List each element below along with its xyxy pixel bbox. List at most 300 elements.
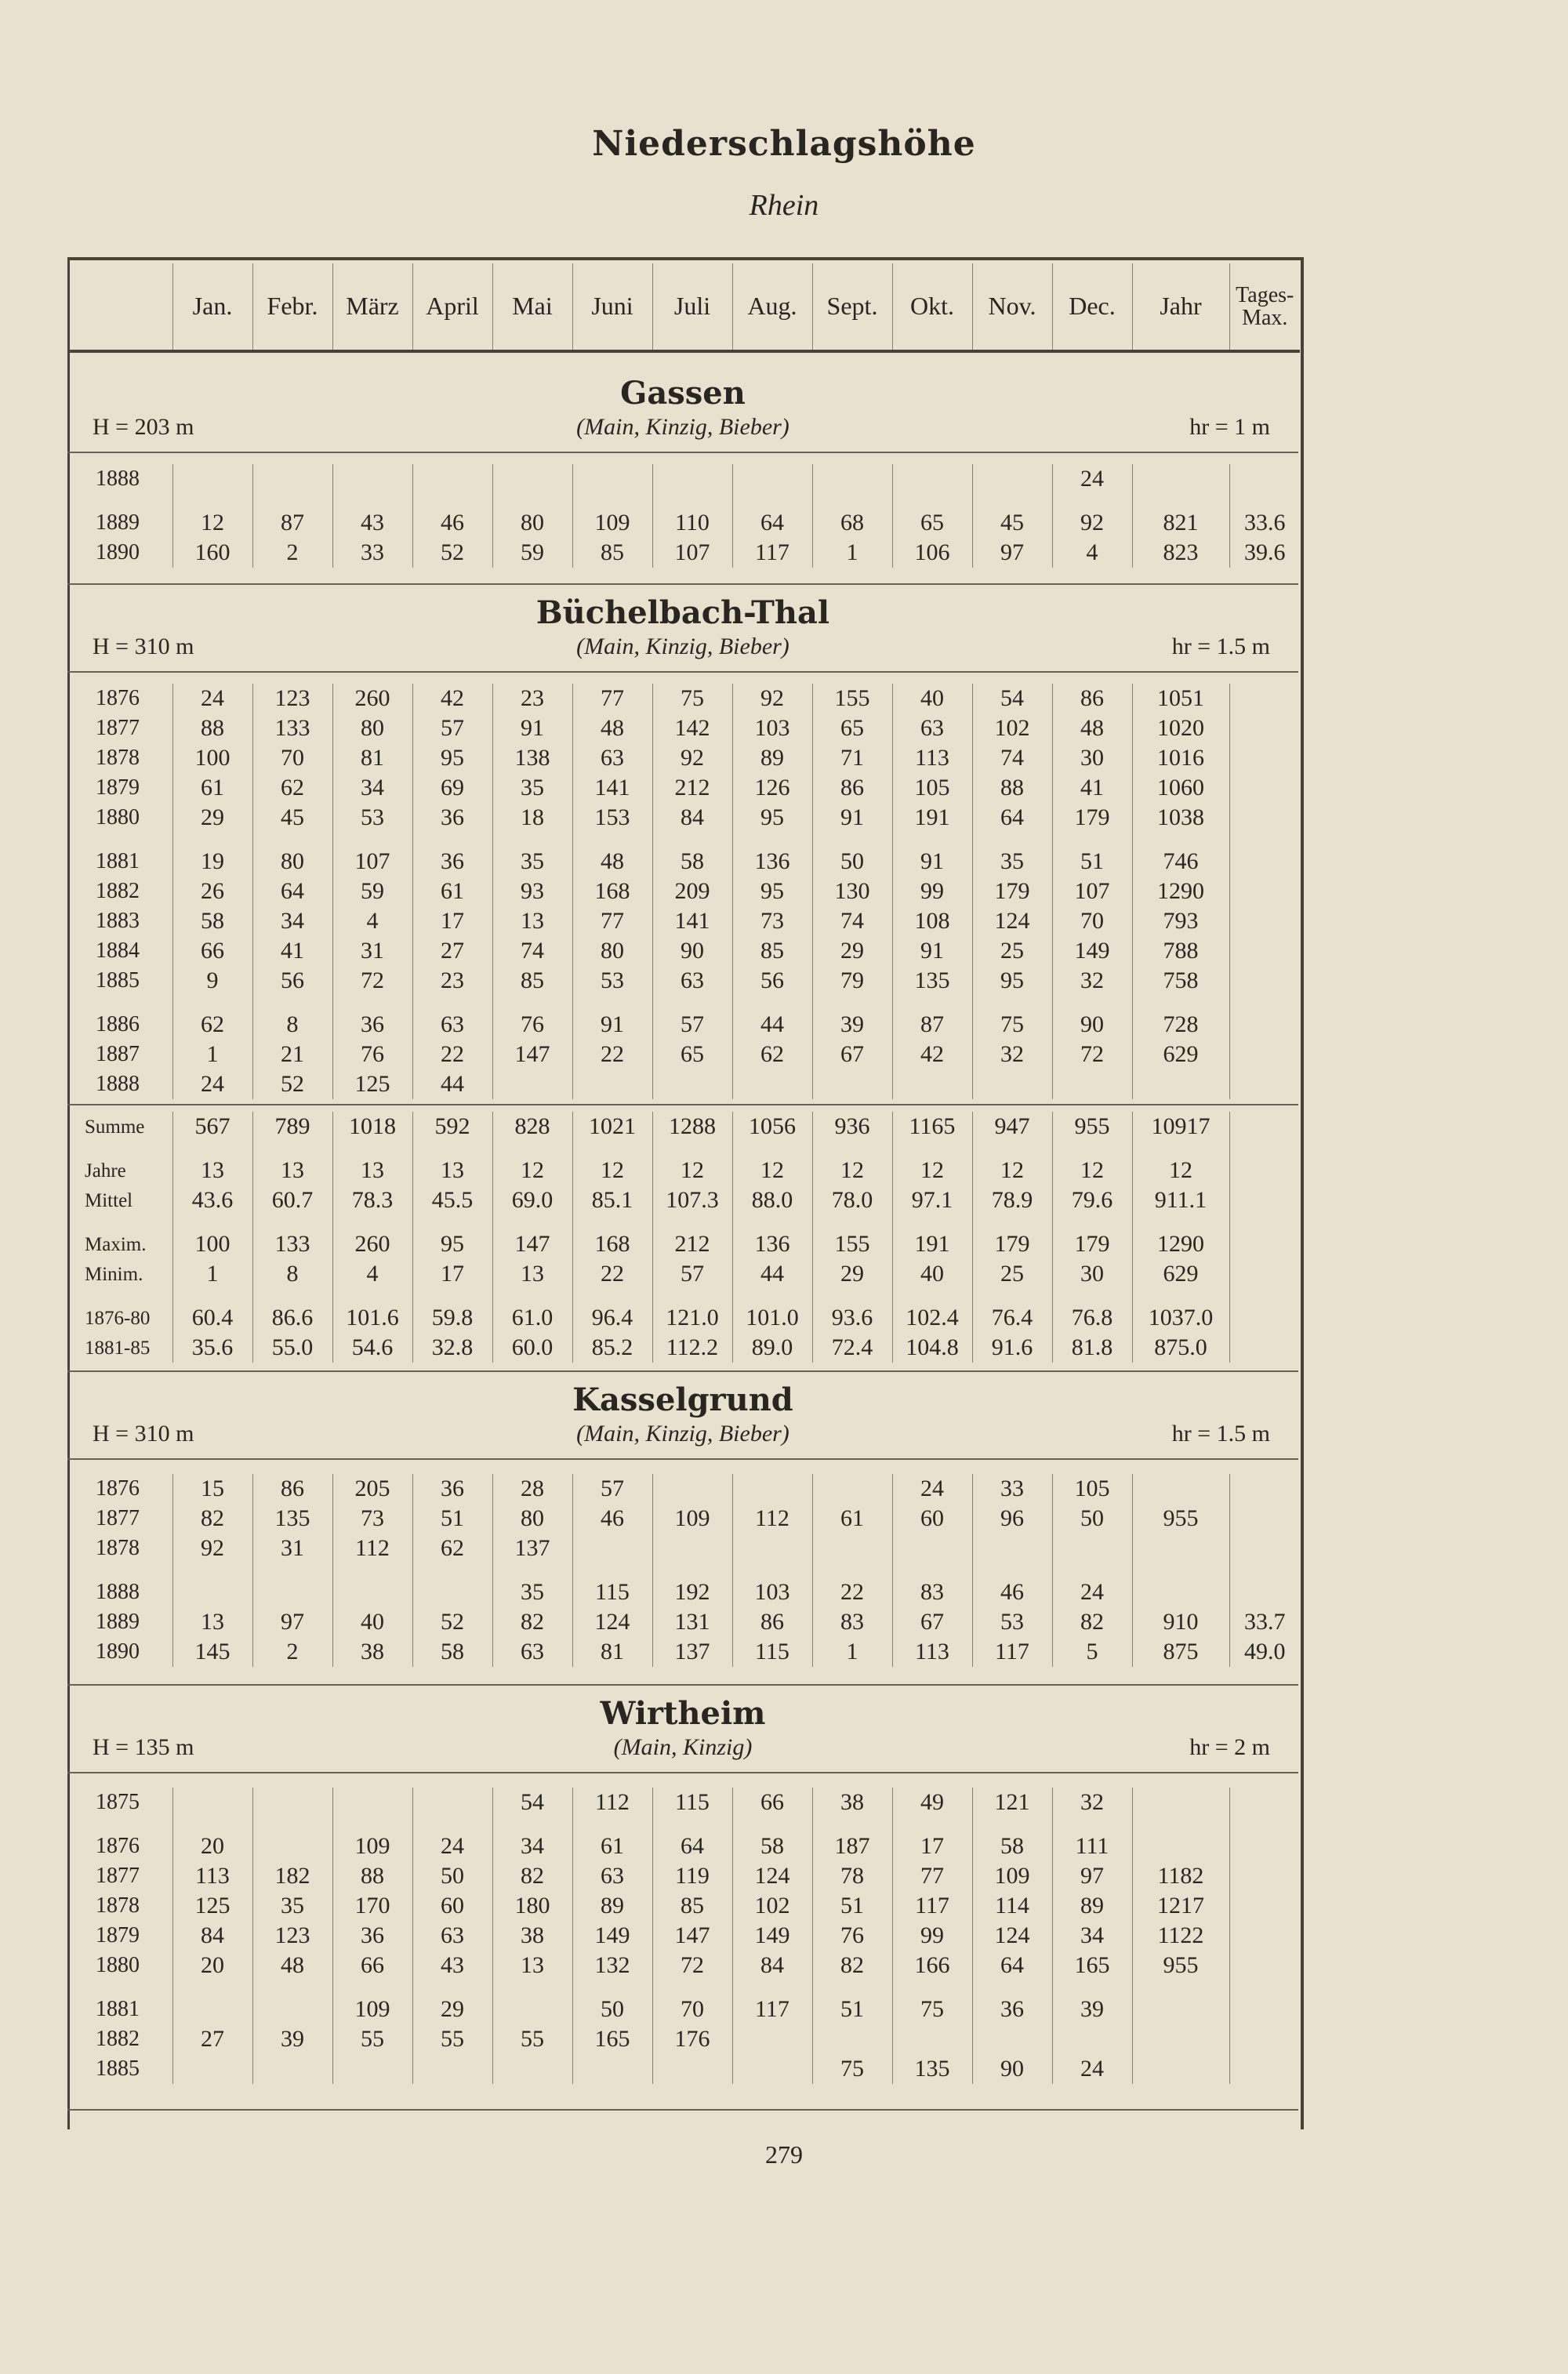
value-cell: 46 [572, 1504, 652, 1534]
value-cell: 63 [492, 1637, 572, 1667]
stat-label: Minim. [67, 1259, 172, 1289]
value-cell: 1 [812, 538, 892, 568]
value-cell: 84 [652, 803, 732, 833]
value-cell: 61.0 [492, 1303, 572, 1333]
column-header: Aug. [732, 263, 812, 351]
value-cell: 1182 [1132, 1861, 1229, 1891]
value-cell [1132, 2054, 1229, 2084]
value-cell [412, 1577, 492, 1607]
value-cell: 113 [172, 1861, 252, 1891]
table-row [67, 966, 1300, 996]
value-cell: 88 [972, 773, 1052, 803]
value-cell: 89 [1052, 1891, 1132, 1921]
value-cell: 2 [252, 1637, 332, 1667]
value-cell: 36 [332, 1921, 412, 1951]
year-cell: 1876 [67, 1831, 172, 1861]
value-cell: 212 [652, 1229, 732, 1259]
value-cell: 105 [892, 773, 972, 803]
value-cell: 82 [492, 1861, 572, 1891]
value-cell [732, 2054, 812, 2084]
value-cell: 60.4 [172, 1303, 252, 1333]
value-cell [1229, 1156, 1300, 1185]
value-cell: 72 [1052, 1040, 1132, 1069]
value-cell: 83 [812, 1607, 892, 1637]
value-cell: 192 [652, 1577, 732, 1607]
value-cell: 63 [412, 1010, 492, 1040]
value-cell: 4 [1052, 538, 1132, 568]
value-cell [1229, 936, 1300, 966]
value-cell: 64 [972, 803, 1052, 833]
column-header: Sept. [812, 263, 892, 351]
value-cell: 629 [1132, 1259, 1229, 1289]
value-cell: 58 [732, 1831, 812, 1861]
value-cell: 1 [172, 1259, 252, 1289]
value-cell [732, 1534, 812, 1563]
section-divider [67, 1684, 1298, 1686]
gauge-height: hr = 1.5 m [1171, 1421, 1270, 1447]
value-cell: 24 [1052, 1577, 1132, 1607]
table-row [67, 2024, 1300, 2054]
value-cell: 112 [572, 1788, 652, 1817]
value-cell: 1037.0 [1132, 1303, 1229, 1333]
value-cell: 1288 [652, 1112, 732, 1142]
value-cell: 4 [332, 1259, 412, 1289]
table-row [67, 847, 1300, 877]
value-cell [1132, 2024, 1229, 2054]
value-cell: 12 [172, 508, 252, 538]
value-cell: 22 [412, 1040, 492, 1069]
value-cell: 828 [492, 1112, 572, 1142]
value-cell: 149 [572, 1921, 652, 1951]
value-cell: 107 [652, 538, 732, 568]
value-cell: 65 [892, 508, 972, 538]
value-cell: 1038 [1132, 803, 1229, 833]
value-cell: 64 [732, 508, 812, 538]
column-header: Juli [652, 263, 732, 351]
value-cell: 86 [812, 773, 892, 803]
table-row [67, 906, 1300, 936]
value-cell: 130 [812, 877, 892, 906]
value-cell: 73 [332, 1504, 412, 1534]
value-cell [1132, 1577, 1229, 1607]
value-cell: 80 [572, 936, 652, 966]
value-cell: 63 [412, 1921, 492, 1951]
column-header: Dec. [1052, 263, 1132, 351]
station-rivers: (Main, Kinzig, Bieber) [576, 1421, 789, 1447]
value-cell: 39 [252, 2024, 332, 2054]
value-cell: 72 [332, 966, 412, 996]
value-cell: 27 [172, 2024, 252, 2054]
value-cell [252, 1995, 332, 2024]
value-cell: 104.8 [892, 1333, 972, 1363]
value-cell: 24 [172, 684, 252, 713]
value-cell: 17 [412, 1259, 492, 1289]
value-cell: 91 [812, 803, 892, 833]
value-cell: 61 [412, 877, 492, 906]
year-cell: 1884 [67, 936, 172, 966]
value-cell: 100 [172, 1229, 252, 1259]
value-cell: 13 [172, 1156, 252, 1185]
value-cell: 23 [412, 966, 492, 996]
value-cell: 24 [1052, 2054, 1132, 2084]
value-cell: 112.2 [652, 1333, 732, 1363]
value-cell: 136 [732, 1229, 812, 1259]
value-cell [732, 1474, 812, 1504]
value-cell [1052, 1534, 1132, 1563]
station-rivers: (Main, Kinzig) [613, 1734, 753, 1760]
value-cell: 109 [972, 1861, 1052, 1891]
value-cell: 142 [652, 713, 732, 743]
value-cell: 12 [572, 1156, 652, 1185]
value-cell: 99 [892, 877, 972, 906]
value-cell [172, 1788, 252, 1817]
value-cell: 90 [1052, 1010, 1132, 1040]
value-cell: 13 [332, 1156, 412, 1185]
value-cell: 83 [892, 1577, 972, 1607]
value-cell: 145 [172, 1637, 252, 1667]
value-cell: 34 [332, 773, 412, 803]
value-cell: 123 [252, 684, 332, 713]
value-cell [972, 464, 1052, 494]
value-cell: 90 [652, 936, 732, 966]
value-cell: 36 [972, 1995, 1052, 2024]
value-cell: 107 [332, 847, 412, 877]
stats-row [67, 1156, 1300, 1185]
value-cell: 33.7 [1244, 1609, 1286, 1635]
value-cell: 793 [1132, 906, 1229, 936]
value-cell: 26 [172, 877, 252, 906]
value-cell: 80 [252, 847, 332, 877]
table-row [67, 1040, 1300, 1069]
column-header: Febr. [252, 263, 332, 351]
value-cell [332, 1577, 412, 1607]
value-cell: 78.3 [332, 1185, 412, 1215]
table-row [67, 1607, 1300, 1637]
value-cell: 102 [732, 1891, 812, 1921]
value-cell [1229, 803, 1300, 833]
value-cell: 103 [732, 713, 812, 743]
value-cell: 80 [332, 713, 412, 743]
value-cell: 62 [732, 1040, 812, 1069]
value-cell: 76 [492, 1010, 572, 1040]
value-cell: 36 [412, 803, 492, 833]
value-cell [1052, 2024, 1132, 2054]
value-cell: 54.6 [332, 1333, 412, 1363]
value-cell: 1290 [1132, 1229, 1229, 1259]
value-cell [1132, 1788, 1229, 1817]
value-cell: 13 [492, 1951, 572, 1980]
value-cell: 179 [1052, 803, 1132, 833]
value-cell [252, 2054, 332, 2084]
value-cell: 1020 [1132, 713, 1229, 743]
value-cell: 101.0 [732, 1303, 812, 1333]
value-cell: 31 [252, 1534, 332, 1563]
stat-label: Summe [67, 1112, 172, 1142]
value-cell: 79.6 [1052, 1185, 1132, 1215]
value-cell: 49 [892, 1788, 972, 1817]
value-cell: 53 [972, 1607, 1052, 1637]
station-elevation: H = 310 m [93, 633, 194, 659]
value-cell: 823 [1132, 538, 1229, 568]
section-divider [67, 1370, 1298, 1372]
station-rivers: (Main, Kinzig, Bieber) [576, 633, 789, 659]
value-cell: 64 [252, 877, 332, 906]
value-cell [1229, 2024, 1300, 2054]
value-cell: 567 [172, 1112, 252, 1142]
value-cell: 107.3 [652, 1185, 732, 1215]
column-header: Nov. [972, 263, 1052, 351]
page-number: 279 [765, 2140, 803, 2169]
value-cell: 160 [172, 538, 252, 568]
table-row [67, 2054, 1300, 2084]
value-cell: 61 [572, 1831, 652, 1861]
year-cell: 1883 [67, 906, 172, 936]
value-cell: 32.8 [412, 1333, 492, 1363]
value-cell [1229, 1534, 1300, 1563]
value-cell: 52 [412, 1607, 492, 1637]
value-cell: 22 [572, 1259, 652, 1289]
value-cell: 63 [652, 966, 732, 996]
value-cell [1229, 1831, 1300, 1861]
page-title: Niederschlagshöhe [592, 124, 976, 164]
value-cell [252, 1577, 332, 1607]
value-cell: 112 [332, 1534, 412, 1563]
value-cell: 22 [812, 1577, 892, 1607]
value-cell: 74 [812, 906, 892, 936]
value-cell [1229, 1010, 1300, 1040]
value-cell: 13 [492, 906, 572, 936]
value-cell: 123 [252, 1921, 332, 1951]
stat-label: 1876-80 [67, 1303, 172, 1333]
value-cell: 78.9 [972, 1185, 1052, 1215]
value-cell: 35 [492, 1577, 572, 1607]
value-cell: 821 [1132, 508, 1229, 538]
value-cell: 65 [652, 1040, 732, 1069]
value-cell: 29 [172, 803, 252, 833]
value-cell: 45 [972, 508, 1052, 538]
value-cell: 66 [332, 1951, 412, 1980]
value-cell: 168 [572, 1229, 652, 1259]
value-cell: 40 [892, 1259, 972, 1289]
value-cell: 115 [572, 1577, 652, 1607]
column-header: Jahr [1132, 263, 1229, 351]
value-cell: 86 [732, 1607, 812, 1637]
value-cell: 132 [572, 1951, 652, 1980]
value-cell: 12 [1132, 1156, 1229, 1185]
value-cell: 135 [892, 2054, 972, 2084]
value-cell [652, 1534, 732, 1563]
stats-row [67, 1229, 1300, 1259]
value-cell: 117 [732, 1995, 812, 2024]
value-cell [1229, 1577, 1300, 1607]
value-cell: 36 [412, 847, 492, 877]
value-cell [1229, 1861, 1300, 1891]
value-cell: 260 [332, 1229, 412, 1259]
value-cell: 62 [172, 1010, 252, 1040]
value-cell [1229, 743, 1300, 773]
table-row [67, 1831, 1300, 1861]
column-header: Juni [572, 263, 652, 351]
value-cell: 55.0 [252, 1333, 332, 1363]
value-cell [1229, 966, 1300, 996]
value-cell [172, 1577, 252, 1607]
value-cell: 5 [1052, 1637, 1132, 1667]
value-cell: 155 [812, 1229, 892, 1259]
year-cell: 1885 [67, 966, 172, 996]
value-cell: 60 [412, 1891, 492, 1921]
value-cell: 165 [572, 2024, 652, 2054]
value-cell: 31 [332, 936, 412, 966]
table-row [67, 538, 1300, 568]
value-cell: 41 [1052, 773, 1132, 803]
value-cell: 97 [972, 538, 1052, 568]
value-cell: 91 [492, 713, 572, 743]
value-cell: 82 [492, 1607, 572, 1637]
value-cell: 110 [652, 508, 732, 538]
value-cell: 91 [572, 1010, 652, 1040]
value-cell: 42 [892, 1040, 972, 1069]
table-row [67, 743, 1300, 773]
value-cell: 12 [652, 1156, 732, 1185]
value-cell: 52 [252, 1069, 332, 1099]
value-cell: 592 [412, 1112, 492, 1142]
value-cell: 113 [892, 1637, 972, 1667]
value-cell: 57 [572, 1474, 652, 1504]
value-cell: 179 [972, 1229, 1052, 1259]
value-cell: 48 [572, 713, 652, 743]
value-cell: 147 [492, 1040, 572, 1069]
value-cell: 108 [892, 906, 972, 936]
gauge-height: hr = 1.5 m [1171, 633, 1270, 659]
value-cell: 39.6 [1244, 539, 1286, 565]
value-cell: 32 [1052, 966, 1132, 996]
value-cell: 65 [812, 713, 892, 743]
table-row [67, 1534, 1300, 1563]
value-cell: 74 [492, 936, 572, 966]
value-cell: 875.0 [1132, 1333, 1229, 1363]
value-cell [412, 464, 492, 494]
value-cell: 114 [972, 1891, 1052, 1921]
value-cell [1229, 684, 1300, 713]
value-cell: 51 [1052, 847, 1132, 877]
value-cell: 103 [732, 1577, 812, 1607]
value-cell: 12 [972, 1156, 1052, 1185]
stats-row [67, 1185, 1300, 1215]
value-cell: 102 [972, 713, 1052, 743]
value-cell [572, 1069, 652, 1099]
value-cell: 40 [892, 684, 972, 713]
value-cell: 191 [892, 803, 972, 833]
value-cell: 911.1 [1132, 1185, 1229, 1215]
value-cell [1229, 877, 1300, 906]
value-cell: 1060 [1132, 773, 1229, 803]
year-cell: 1878 [67, 743, 172, 773]
value-cell: 43.6 [172, 1185, 252, 1215]
value-cell: 89 [572, 1891, 652, 1921]
table-row [67, 877, 1300, 906]
value-cell: 1122 [1132, 1921, 1229, 1951]
value-cell [1229, 1040, 1300, 1069]
value-cell: 64 [972, 1951, 1052, 1980]
table-row [67, 1069, 1300, 1099]
value-cell: 117 [972, 1637, 1052, 1667]
value-cell: 81 [572, 1637, 652, 1667]
value-cell: 100 [172, 743, 252, 773]
value-cell [1229, 464, 1300, 494]
year-cell: 1880 [67, 1951, 172, 1980]
value-cell: 97 [1052, 1861, 1132, 1891]
value-cell [492, 1995, 572, 2024]
value-cell: 50 [1052, 1504, 1132, 1534]
value-cell: 61 [812, 1504, 892, 1534]
stat-label: Jahre [67, 1156, 172, 1185]
value-cell: 42 [412, 684, 492, 713]
value-cell [172, 2054, 252, 2084]
value-cell: 75 [652, 684, 732, 713]
value-cell: 79 [812, 966, 892, 996]
value-cell: 137 [652, 1637, 732, 1667]
value-cell: 50 [812, 847, 892, 877]
value-cell [812, 1534, 892, 1563]
value-cell: 19 [172, 847, 252, 877]
section-divider [67, 1772, 1298, 1773]
year-cell: 1877 [67, 1861, 172, 1891]
value-cell: 1165 [892, 1112, 972, 1142]
year-cell: 1889 [67, 508, 172, 538]
value-cell: 121 [972, 1788, 1052, 1817]
value-cell: 102.4 [892, 1303, 972, 1333]
value-cell: 77 [572, 906, 652, 936]
value-cell: 57 [652, 1010, 732, 1040]
value-cell: 135 [252, 1504, 332, 1534]
value-cell [892, 464, 972, 494]
station-name: Gassen [620, 375, 746, 412]
value-cell: 51 [812, 1891, 892, 1921]
value-cell [972, 2024, 1052, 2054]
value-cell [652, 2054, 732, 2084]
column-header: Mai [492, 263, 572, 351]
value-cell: 13 [172, 1607, 252, 1637]
value-cell [1229, 1891, 1300, 1921]
value-cell: 119 [652, 1861, 732, 1891]
table-row [67, 803, 1300, 833]
station-name: Kasselgrund [572, 1381, 793, 1418]
value-cell: 82 [172, 1504, 252, 1534]
value-cell [1132, 464, 1229, 494]
value-cell [1229, 1951, 1300, 1980]
table-row [67, 1861, 1300, 1891]
page-subtitle: Rhein [749, 189, 819, 222]
value-cell: 260 [332, 684, 412, 713]
value-cell: 57 [652, 1259, 732, 1289]
value-cell: 48 [1052, 713, 1132, 743]
value-cell: 87 [892, 1010, 972, 1040]
section-divider [67, 1104, 1298, 1105]
value-cell: 115 [652, 1788, 732, 1817]
value-cell: 69.0 [492, 1185, 572, 1215]
value-cell: 149 [1052, 936, 1132, 966]
value-cell: 17 [412, 906, 492, 936]
table-row [67, 1577, 1300, 1607]
value-cell: 81.8 [1052, 1333, 1132, 1363]
value-cell: 74 [972, 743, 1052, 773]
stats-row [67, 1303, 1300, 1333]
value-cell: 728 [1132, 1010, 1229, 1040]
value-cell: 133 [252, 713, 332, 743]
value-cell: 141 [572, 773, 652, 803]
value-cell: 76 [332, 1040, 412, 1069]
value-cell: 46 [412, 508, 492, 538]
